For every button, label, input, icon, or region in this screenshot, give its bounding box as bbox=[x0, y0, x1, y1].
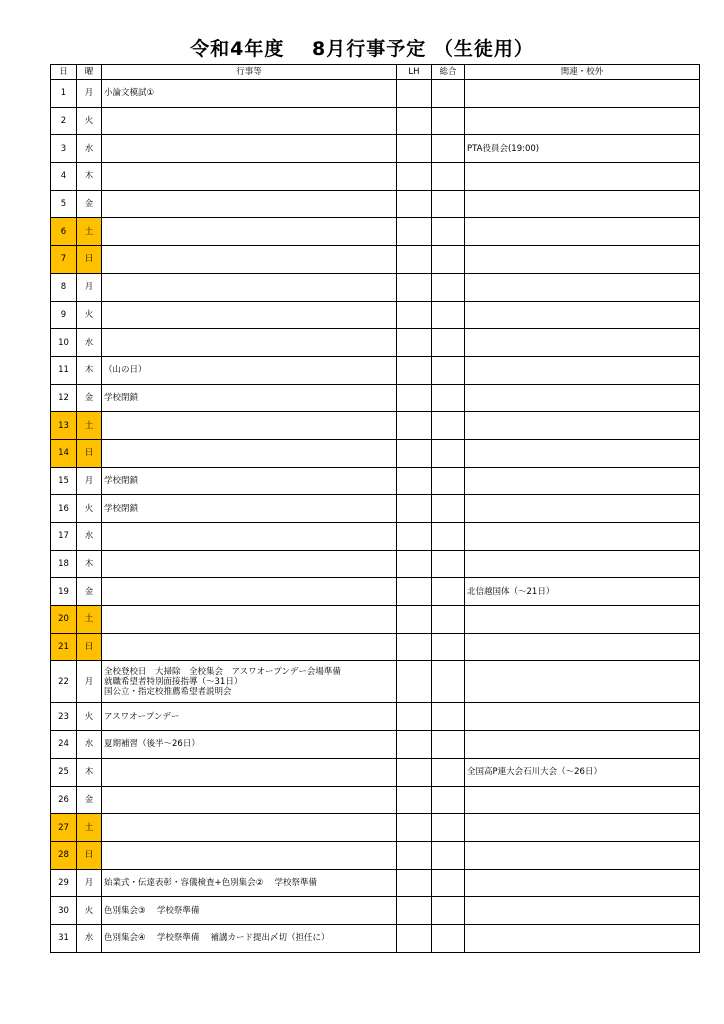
table-row bbox=[51, 661, 700, 703]
related-cell bbox=[465, 246, 700, 274]
table-row bbox=[51, 495, 700, 523]
related-cell: 全国高P連大会石川大会（～26日） bbox=[465, 758, 700, 786]
sogo-cell bbox=[432, 814, 465, 842]
lh-cell bbox=[397, 329, 432, 357]
lh-cell bbox=[397, 661, 432, 703]
related-cell bbox=[465, 412, 700, 440]
sogo-cell bbox=[432, 869, 465, 897]
sogo-cell bbox=[432, 924, 465, 952]
lh-cell bbox=[397, 246, 432, 274]
events-cell: 小論文模試① bbox=[102, 80, 397, 108]
lh-cell bbox=[397, 495, 432, 523]
sogo-cell bbox=[432, 841, 465, 869]
related-cell bbox=[465, 814, 700, 842]
weekday-cell: 金 bbox=[77, 578, 102, 606]
events-cell bbox=[102, 550, 397, 578]
lh-cell bbox=[397, 606, 432, 634]
lh-cell bbox=[397, 869, 432, 897]
related-cell: PTA役員会(19:00) bbox=[465, 135, 700, 163]
day-cell: 3 bbox=[51, 135, 77, 163]
sogo-cell bbox=[432, 731, 465, 759]
lh-cell bbox=[397, 467, 432, 495]
related-cell bbox=[465, 731, 700, 759]
day-cell: 6 bbox=[51, 218, 77, 246]
lh-cell bbox=[397, 703, 432, 731]
weekday-cell: 日 bbox=[77, 246, 102, 274]
weekday-cell: 月 bbox=[77, 467, 102, 495]
weekday-cell: 金 bbox=[77, 786, 102, 814]
weekday-cell: 土 bbox=[77, 218, 102, 246]
day-cell: 30 bbox=[51, 897, 77, 925]
events-cell: 色別集会④ 学校祭準備 補講カード提出〆切（担任に） bbox=[102, 924, 397, 952]
related-cell bbox=[465, 190, 700, 218]
sogo-cell bbox=[432, 758, 465, 786]
header-row bbox=[51, 65, 700, 80]
lh-cell bbox=[397, 384, 432, 412]
table-row bbox=[51, 841, 700, 869]
related-cell bbox=[465, 329, 700, 357]
page-title: 令和4年度 8月行事予定 （生徒用） bbox=[190, 38, 534, 60]
day-cell: 15 bbox=[51, 467, 77, 495]
sogo-cell bbox=[432, 606, 465, 634]
header-sogo: 総合 bbox=[432, 65, 465, 80]
weekday-cell: 土 bbox=[77, 606, 102, 634]
weekday-cell: 火 bbox=[77, 107, 102, 135]
weekday-cell: 水 bbox=[77, 731, 102, 759]
related-cell bbox=[465, 495, 700, 523]
weekday-cell: 金 bbox=[77, 190, 102, 218]
sogo-cell bbox=[432, 301, 465, 329]
day-cell: 20 bbox=[51, 606, 77, 634]
related-cell bbox=[465, 273, 700, 301]
events-cell bbox=[102, 412, 397, 440]
related-cell bbox=[465, 897, 700, 925]
weekday-cell: 土 bbox=[77, 814, 102, 842]
events-cell: 始業式・伝達表彰・容儀検査+色別集会② 学校祭準備 bbox=[102, 869, 397, 897]
table-row bbox=[51, 924, 700, 952]
table-row bbox=[51, 163, 700, 191]
lh-cell bbox=[397, 814, 432, 842]
events-cell bbox=[102, 163, 397, 191]
related-cell bbox=[465, 924, 700, 952]
sogo-cell bbox=[432, 273, 465, 301]
lh-cell bbox=[397, 731, 432, 759]
day-cell: 4 bbox=[51, 163, 77, 191]
day-cell: 16 bbox=[51, 495, 77, 523]
events-cell bbox=[102, 273, 397, 301]
related-cell bbox=[465, 467, 700, 495]
weekday-cell: 月 bbox=[77, 80, 102, 108]
sogo-cell bbox=[432, 163, 465, 191]
lh-cell bbox=[397, 412, 432, 440]
related-cell bbox=[465, 633, 700, 661]
related-cell bbox=[465, 606, 700, 634]
lh-cell bbox=[397, 897, 432, 925]
related-cell bbox=[465, 841, 700, 869]
events-cell bbox=[102, 246, 397, 274]
related-cell bbox=[465, 703, 700, 731]
events-cell: 学校閉鎖 bbox=[102, 384, 397, 412]
day-cell: 5 bbox=[51, 190, 77, 218]
lh-cell bbox=[397, 578, 432, 606]
sogo-cell bbox=[432, 107, 465, 135]
lh-cell bbox=[397, 786, 432, 814]
weekday-cell: 月 bbox=[77, 273, 102, 301]
weekday-cell: 月 bbox=[77, 869, 102, 897]
day-cell: 27 bbox=[51, 814, 77, 842]
table-row bbox=[51, 135, 700, 163]
events-cell: 夏期補習（後半～26日） bbox=[102, 731, 397, 759]
table-row bbox=[51, 467, 700, 495]
lh-cell bbox=[397, 301, 432, 329]
table-row bbox=[51, 869, 700, 897]
day-cell: 2 bbox=[51, 107, 77, 135]
day-cell: 29 bbox=[51, 869, 77, 897]
lh-cell bbox=[397, 523, 432, 551]
lh-cell bbox=[397, 758, 432, 786]
day-cell: 26 bbox=[51, 786, 77, 814]
events-cell: 色別集会③ 学校祭準備 bbox=[102, 897, 397, 925]
weekday-cell: 木 bbox=[77, 550, 102, 578]
sogo-cell bbox=[432, 703, 465, 731]
events-cell bbox=[102, 190, 397, 218]
related-cell bbox=[465, 786, 700, 814]
lh-cell bbox=[397, 356, 432, 384]
day-cell: 9 bbox=[51, 301, 77, 329]
table-row bbox=[51, 384, 700, 412]
lh-cell bbox=[397, 841, 432, 869]
day-cell: 21 bbox=[51, 633, 77, 661]
table-row bbox=[51, 329, 700, 357]
weekday-cell: 土 bbox=[77, 412, 102, 440]
day-cell: 18 bbox=[51, 550, 77, 578]
weekday-cell: 水 bbox=[77, 924, 102, 952]
events-cell bbox=[102, 814, 397, 842]
related-cell bbox=[465, 80, 700, 108]
day-cell: 22 bbox=[51, 661, 77, 703]
sogo-cell bbox=[432, 661, 465, 703]
events-cell: 学校閉鎖 bbox=[102, 467, 397, 495]
table-row bbox=[51, 606, 700, 634]
lh-cell bbox=[397, 190, 432, 218]
events-cell: 全校登校日 大掃除 全校集会 アスワオープンデー会場準備 就職希望者特別面接指導（～31日） 国公立・指定校推薦希望者説明会 bbox=[102, 661, 397, 703]
day-cell: 23 bbox=[51, 703, 77, 731]
day-cell: 25 bbox=[51, 758, 77, 786]
events-cell bbox=[102, 606, 397, 634]
sogo-cell bbox=[432, 80, 465, 108]
weekday-cell: 水 bbox=[77, 135, 102, 163]
weekday-cell: 木 bbox=[77, 356, 102, 384]
table-row bbox=[51, 218, 700, 246]
table-row bbox=[51, 273, 700, 301]
header-related: 関連・校外 bbox=[465, 65, 700, 80]
day-cell: 24 bbox=[51, 731, 77, 759]
day-cell: 13 bbox=[51, 412, 77, 440]
sogo-cell bbox=[432, 439, 465, 467]
day-cell: 7 bbox=[51, 246, 77, 274]
weekday-cell: 水 bbox=[77, 523, 102, 551]
day-cell: 12 bbox=[51, 384, 77, 412]
weekday-cell: 火 bbox=[77, 897, 102, 925]
lh-cell bbox=[397, 218, 432, 246]
sogo-cell bbox=[432, 384, 465, 412]
weekday-cell: 日 bbox=[77, 841, 102, 869]
events-cell bbox=[102, 633, 397, 661]
events-cell bbox=[102, 786, 397, 814]
sogo-cell bbox=[432, 897, 465, 925]
lh-cell bbox=[397, 439, 432, 467]
weekday-cell: 火 bbox=[77, 703, 102, 731]
related-cell bbox=[465, 356, 700, 384]
day-cell: 1 bbox=[51, 80, 77, 108]
events-cell bbox=[102, 523, 397, 551]
related-cell bbox=[465, 384, 700, 412]
lh-cell bbox=[397, 550, 432, 578]
day-cell: 31 bbox=[51, 924, 77, 952]
lh-cell bbox=[397, 163, 432, 191]
sogo-cell bbox=[432, 786, 465, 814]
lh-cell bbox=[397, 80, 432, 108]
weekday-cell: 火 bbox=[77, 301, 102, 329]
events-cell bbox=[102, 439, 397, 467]
header-weekday: 曜 bbox=[77, 65, 102, 80]
sogo-cell bbox=[432, 495, 465, 523]
day-cell: 19 bbox=[51, 578, 77, 606]
table-row bbox=[51, 107, 700, 135]
table-row bbox=[51, 80, 700, 108]
events-cell: 学校閉鎖 bbox=[102, 495, 397, 523]
related-cell bbox=[465, 661, 700, 703]
header-events: 行事等 bbox=[102, 65, 397, 80]
related-cell bbox=[465, 439, 700, 467]
table-row bbox=[51, 523, 700, 551]
table-row bbox=[51, 246, 700, 274]
day-cell: 28 bbox=[51, 841, 77, 869]
table-row bbox=[51, 190, 700, 218]
related-cell bbox=[465, 550, 700, 578]
table-row bbox=[51, 758, 700, 786]
lh-cell bbox=[397, 273, 432, 301]
table-row bbox=[51, 356, 700, 384]
table-row bbox=[51, 578, 700, 606]
lh-cell bbox=[397, 924, 432, 952]
day-cell: 17 bbox=[51, 523, 77, 551]
events-cell bbox=[102, 107, 397, 135]
related-cell bbox=[465, 523, 700, 551]
weekday-cell: 水 bbox=[77, 329, 102, 357]
table-row bbox=[51, 550, 700, 578]
schedule-table bbox=[50, 64, 700, 953]
table-row bbox=[51, 786, 700, 814]
weekday-cell: 火 bbox=[77, 495, 102, 523]
day-cell: 14 bbox=[51, 439, 77, 467]
sogo-cell bbox=[432, 329, 465, 357]
sogo-cell bbox=[432, 467, 465, 495]
events-cell: （山の日） bbox=[102, 356, 397, 384]
sogo-cell bbox=[432, 218, 465, 246]
related-cell bbox=[465, 869, 700, 897]
sogo-cell bbox=[432, 523, 465, 551]
events-cell: アスワオープンデー bbox=[102, 703, 397, 731]
table-row bbox=[51, 897, 700, 925]
lh-cell bbox=[397, 633, 432, 661]
related-cell bbox=[465, 301, 700, 329]
weekday-cell: 日 bbox=[77, 439, 102, 467]
sogo-cell bbox=[432, 412, 465, 440]
lh-cell bbox=[397, 107, 432, 135]
table-row bbox=[51, 633, 700, 661]
events-cell bbox=[102, 329, 397, 357]
weekday-cell: 金 bbox=[77, 384, 102, 412]
events-cell bbox=[102, 578, 397, 606]
sogo-cell bbox=[432, 135, 465, 163]
related-cell: 北信越国体（～21日） bbox=[465, 578, 700, 606]
events-cell bbox=[102, 135, 397, 163]
sogo-cell bbox=[432, 578, 465, 606]
table-row bbox=[51, 412, 700, 440]
sogo-cell bbox=[432, 356, 465, 384]
table-row bbox=[51, 703, 700, 731]
events-cell bbox=[102, 218, 397, 246]
related-cell bbox=[465, 163, 700, 191]
sogo-cell bbox=[432, 550, 465, 578]
events-cell bbox=[102, 301, 397, 329]
related-cell bbox=[465, 218, 700, 246]
day-cell: 8 bbox=[51, 273, 77, 301]
weekday-cell: 木 bbox=[77, 163, 102, 191]
sogo-cell bbox=[432, 246, 465, 274]
events-cell bbox=[102, 758, 397, 786]
related-cell bbox=[465, 107, 700, 135]
table-row bbox=[51, 301, 700, 329]
header-lh: LH bbox=[397, 65, 432, 80]
weekday-cell: 日 bbox=[77, 633, 102, 661]
weekday-cell: 月 bbox=[77, 661, 102, 703]
sogo-cell bbox=[432, 633, 465, 661]
lh-cell bbox=[397, 135, 432, 163]
day-cell: 11 bbox=[51, 356, 77, 384]
table-row bbox=[51, 814, 700, 842]
weekday-cell: 木 bbox=[77, 758, 102, 786]
events-cell bbox=[102, 841, 397, 869]
table-row bbox=[51, 731, 700, 759]
sogo-cell bbox=[432, 190, 465, 218]
table-row bbox=[51, 439, 700, 467]
header-day: 日 bbox=[51, 65, 77, 80]
day-cell: 10 bbox=[51, 329, 77, 357]
